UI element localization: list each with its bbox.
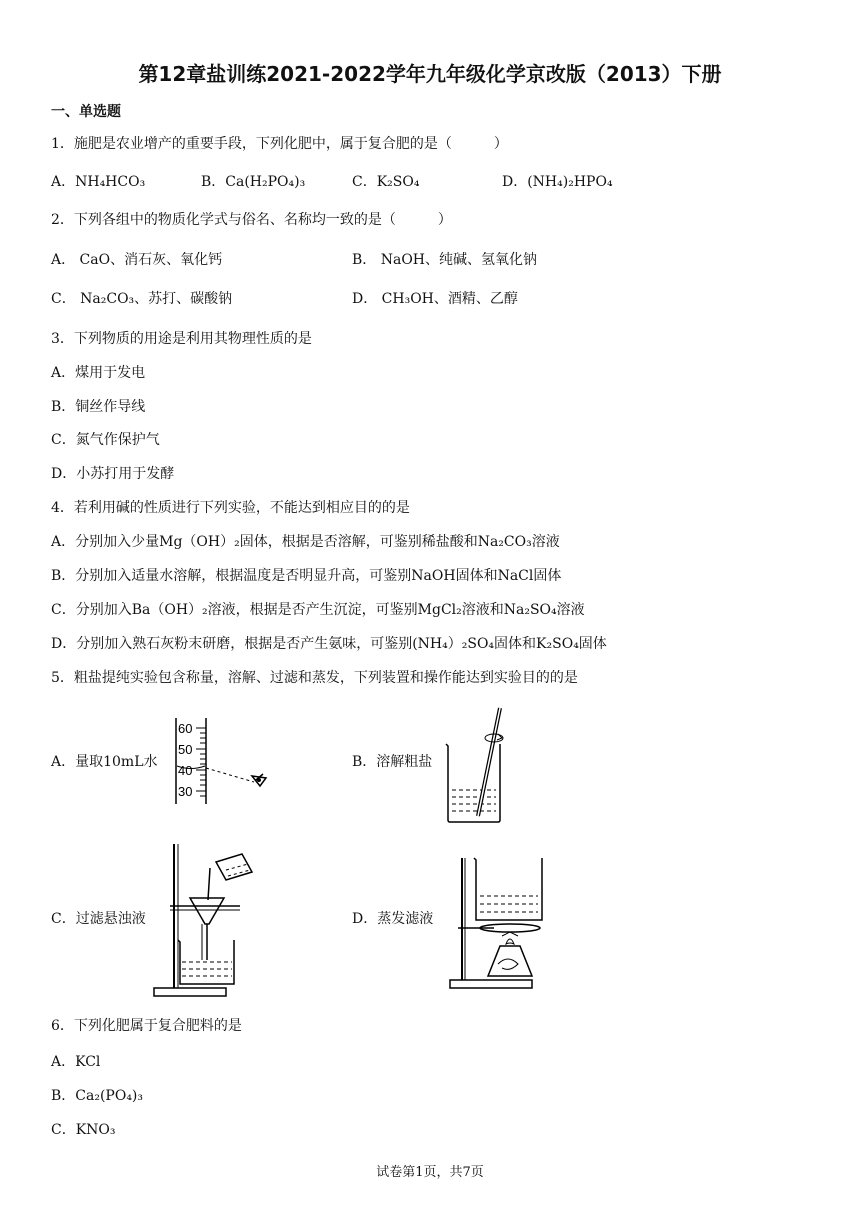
question-5-option-a: A．量取10mL水 bbox=[51, 754, 158, 770]
question-6-option-c: C．KNO₃ bbox=[51, 1122, 116, 1138]
question-4-option-d: D．分别加入熟石灰粉末研磨，根据是否产生氨味，可鉴别(NH₄）₂SO₄固体和K₂SO₄固体 bbox=[51, 636, 607, 652]
question-6-option-b: B．Ca₂(PO₄)₃ bbox=[51, 1088, 144, 1104]
question-3-option-c: C．氮气作保护气 bbox=[51, 432, 160, 448]
question-5-option-c: C．过滤悬浊液 bbox=[51, 911, 146, 927]
question-1-option-b: B．Ca(H₂PO₄)₃ bbox=[201, 174, 306, 190]
question-5-stem: 5．粗盐提纯实验包含称量，溶解、过滤和蒸发，下列装置和操作能达到实验目的的是 bbox=[51, 670, 578, 686]
graduated-cylinder-figure bbox=[170, 714, 280, 806]
question-5-option-b: B．溶解粗盐 bbox=[352, 754, 433, 770]
evaporation-apparatus-figure bbox=[448, 848, 558, 990]
question-2-option-c: C． Na₂CO₃、苏打、碳酸钠 bbox=[51, 291, 233, 307]
question-2-option-d: D． CH₃OH、酒精、乙醇 bbox=[352, 291, 518, 307]
page-title: 第12章盐训练2021-2022学年九年级化学京改版（2013）下册 bbox=[138, 62, 722, 86]
question-4-stem: 4．若利用碱的性质进行下列实验，不能达到相应目的的是 bbox=[51, 500, 410, 516]
question-4-option-a: A．分别加入少量Mg（OH）₂固体，根据是否溶解，可鉴别稀盐酸和Na₂CO₃溶液 bbox=[51, 534, 560, 550]
question-5-option-d: D．蒸发滤液 bbox=[352, 911, 434, 927]
question-6-stem: 6．下列化肥属于复合肥料的是 bbox=[51, 1018, 242, 1034]
question-3-stem: 3．下列物质的用途是利用其物理性质的是 bbox=[51, 331, 312, 347]
question-1-option-d: D．(NH₄)₂HPO₄ bbox=[502, 174, 613, 190]
question-3-option-b: B．铜丝作导线 bbox=[51, 399, 146, 415]
question-4-option-c: C．分别加入Ba（OH）₂溶液，根据是否产生沉淀，可鉴别MgCl₂溶液和Na₂SO₄溶液 bbox=[51, 602, 585, 618]
cylinder-tick-label: 50 bbox=[178, 742, 193, 757]
question-1-option-c: C．K₂SO₄ bbox=[352, 174, 420, 190]
question-3-option-d: D．小苏打用于发酵 bbox=[51, 466, 175, 482]
section-heading: 一、单选题 bbox=[51, 104, 121, 120]
page-footer: 试卷第1页，共7页 bbox=[376, 1165, 484, 1180]
cylinder-tick-label: 40 bbox=[178, 763, 193, 778]
question-4-option-b: B．分别加入适量水溶解，根据温度是否明显升高，可鉴别NaOH固体和NaCl固体 bbox=[51, 568, 562, 584]
question-1-option-a: A．NH₄HCO₃ bbox=[51, 174, 146, 190]
question-3-option-a: A．煤用于发电 bbox=[51, 365, 146, 381]
question-6-option-a: A．KCl bbox=[51, 1054, 101, 1070]
cylinder-tick-label: 30 bbox=[178, 784, 193, 799]
cylinder-tick-label: 60 bbox=[178, 721, 193, 736]
question-2-stem: 2．下列各组中的物质化学式与俗名、名称均一致的是（ ） bbox=[51, 212, 452, 228]
question-2-option-b: B． NaOH、纯碱、氢氧化钠 bbox=[352, 252, 538, 268]
beaker-stirring-figure bbox=[440, 704, 510, 826]
question-1-stem: 1．施肥是农业增产的重要手段，下列化肥中，属于复合肥的是（ ） bbox=[51, 136, 508, 152]
filtration-apparatus-figure bbox=[152, 840, 262, 1000]
question-2-option-a: A． CaO、消石灰、氧化钙 bbox=[51, 252, 223, 268]
